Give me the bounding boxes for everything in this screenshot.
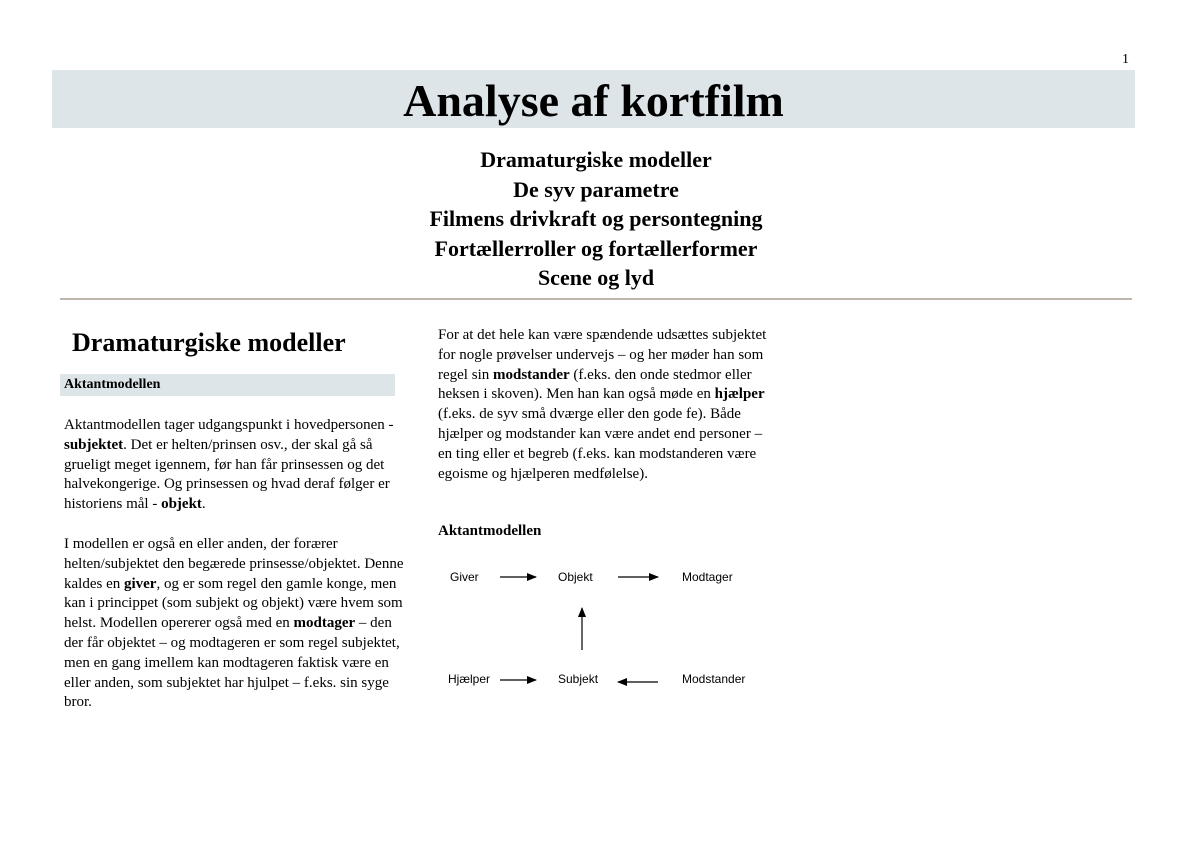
bold-term: hjælper: [714, 386, 765, 403]
divider-rule: [60, 298, 1132, 300]
section-heading: Dramaturgiske modeller: [72, 328, 346, 357]
page-title: Analyse af kortfilm: [403, 75, 784, 126]
text: (f.eks. den onde stedmor eller heksen i skoven). Men han kan også møde en: [438, 366, 752, 403]
right-column: [438, 326, 778, 484]
bold-term: objekt: [161, 496, 202, 513]
subtitle: Scene og lyd: [537, 265, 655, 290]
bold-term: giver: [123, 575, 157, 592]
text: , og er som regel den gamle konge, men kan i princippet (som subjekt og objekt) være hvem som helst. Modellen opererer også med en: [64, 575, 403, 632]
text: – den der får objektet – og modtageren er som regel subjektet, men en gang imellem kan modtageren faktisk være en eller anden, som subjektet har hjulpet – f.eks. sin syge bror.: [64, 615, 400, 711]
diagram-label: Aktantmodellen: [438, 523, 542, 539]
node-modtager: Modtager: [682, 570, 733, 584]
page-number: 1: [1122, 52, 1129, 67]
bold-term: modtager: [293, 615, 356, 632]
subtitle-list: [52, 145, 1140, 293]
node-giver: Giver: [450, 570, 479, 584]
subheading-band: Aktantmodellen: [60, 374, 395, 396]
node-modstander: Modstander: [682, 672, 746, 686]
text: . Det er helten/prinsen osv., der skal gå så grueligt meget igennem, før han får prinsessen og det halvekongerige. Og prinsessen og hvad deraf følger er historiens mål -: [64, 436, 390, 513]
node-subjekt: Subjekt: [558, 672, 599, 686]
paragraph: [64, 535, 404, 713]
text: I modellen er også en eller anden, der forærer helten/subjektet den begærede prinsesse/objektet. Denne kaldes en: [64, 535, 404, 592]
left-column: [64, 416, 404, 733]
text: Aktantmodellen tager udgangspunkt i hovedpersonen -: [64, 417, 394, 433]
node-objekt: Objekt: [558, 570, 593, 584]
text: (f.eks. de syv små dværge eller den gode fe). Både hjælper og modstander kan være andet end personer – en ting eller et begreb (f.eks. kan modstanderen være egoisme og hjælperen medfølelse).: [438, 406, 763, 482]
paragraph: [64, 416, 404, 515]
bold-term: subjektet: [64, 436, 124, 453]
subtitle: Fortællerroller og fortællerformer: [434, 235, 758, 261]
text: For at det hele kan være spændende udsættes subjektet for nogle prøvelser undervejs – og her møder han som regel sin: [438, 327, 767, 383]
diagram-arrows: [440, 560, 780, 700]
node-hjaelper: Hjælper: [448, 672, 491, 686]
subtitle: Filmens drivkraft og persontegning: [429, 206, 763, 231]
subtitle: Dramaturgiske modeller: [480, 147, 712, 172]
bold-term: modstander: [492, 366, 570, 383]
paragraph: [438, 326, 778, 484]
text: .: [201, 496, 206, 513]
actant-diagram: [440, 560, 780, 700]
subtitle: De syv parametre: [513, 176, 679, 202]
